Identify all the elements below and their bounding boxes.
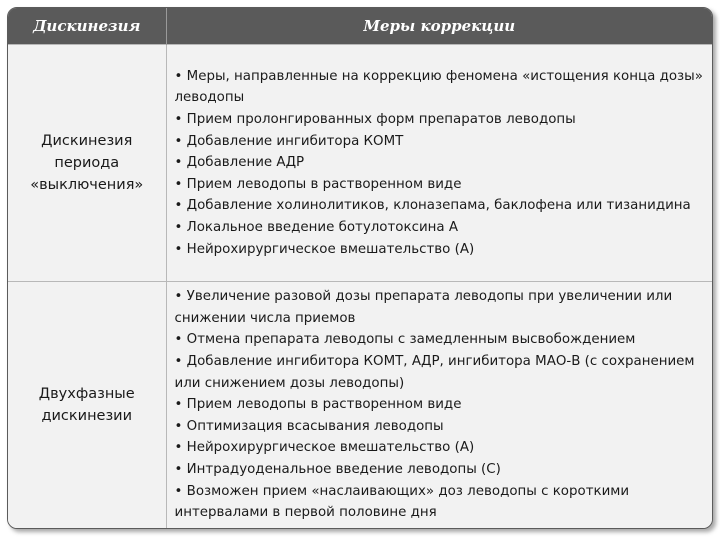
measure-item: • Добавление АДР xyxy=(174,155,305,171)
measure-item: • Добавление холинолитиков, клоназепама, баклофена или тизанидина xyxy=(174,198,691,214)
measure-item: • Возможен прием «наслаивающих» доз леводопы с короткими интервалами в первой половине дня xyxy=(174,483,630,521)
row-measures-list xyxy=(166,282,712,529)
measure-item: • Нейрохирургическое вмешательство (А) xyxy=(174,241,475,257)
row-measures-list xyxy=(166,45,712,282)
measure-item: • Меры, направленные на коррекцию феномена «истощения конца дозы» леводопы xyxy=(174,68,703,106)
measure-item: • Локальное введение ботулотоксина А xyxy=(174,219,459,235)
measure-item: • Нейрохирургическое вмешательство (А) xyxy=(174,440,475,456)
row-dyskinesia-name: Дискинезия периода «выключения» xyxy=(8,45,166,282)
measure-item: • Добавление ингибитора КОМТ, АДР, ингибитора МАО-B (с сохранением или снижением дозы леводопы) xyxy=(174,354,695,391)
measure-item: • Отмена препарата леводопы с замедленным высвобождением xyxy=(174,332,636,348)
measure-item: • Оптимизация всасывания леводопы xyxy=(174,418,444,434)
dyskinesia-table-frame xyxy=(7,7,713,529)
dyskinesia-table xyxy=(8,8,712,528)
header-correction-measures: Меры коррекции xyxy=(166,8,712,45)
measure-item: • Прием леводопы в растворенном виде xyxy=(174,176,462,192)
table-row xyxy=(8,45,712,282)
row-dyskinesia-name: Двухфазные дискинезии xyxy=(8,282,166,529)
measure-item: • Интрадуоденальное введение леводопы (С) xyxy=(174,461,501,477)
measure-item: • Прием пролонгированных форм препаратов леводопы xyxy=(174,112,576,128)
table-row xyxy=(8,282,712,529)
table-header-row xyxy=(8,8,712,45)
measure-item: • Увеличение разовой дозы препарата леводопы при увеличении или снижении числа приемов xyxy=(174,289,673,326)
measure-item: • Добавление ингибитора КОМТ xyxy=(174,133,404,149)
header-dyskinesia: Дискинезия xyxy=(8,8,166,45)
measure-item: • Прием леводопы в растворенном виде xyxy=(174,397,462,413)
